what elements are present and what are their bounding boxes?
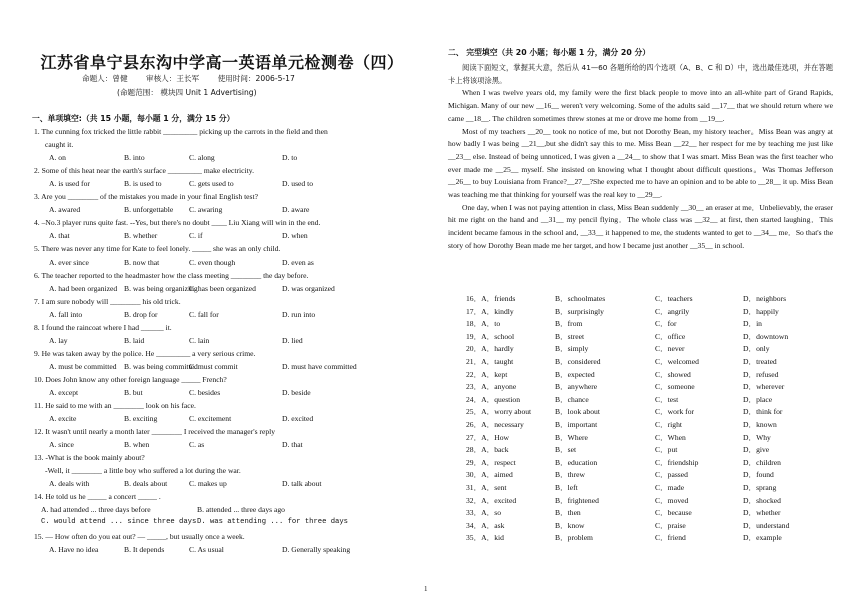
option: C. must commit	[189, 361, 238, 371]
option: C. would attend ... since three days	[41, 518, 197, 527]
option: 18．A．to	[466, 319, 501, 329]
option: C．never	[655, 344, 685, 354]
option: 17．A．kindly	[466, 306, 514, 316]
option-row	[32, 334, 412, 347]
option: C．welcomed	[655, 356, 699, 366]
option: C．angrily	[655, 306, 690, 316]
option: D．think for	[743, 407, 783, 417]
option: C. along	[189, 153, 215, 163]
cloze-option-row	[448, 507, 838, 520]
question-stem: 15. — How often do you eat out? — _____, but usually once a week.	[34, 531, 245, 541]
option: 29．A．respect	[466, 457, 516, 467]
option: D．refused	[743, 369, 779, 379]
passage-paragraph-2: Most of my teachers __20__ took no notice of me, but not Dorothy Bean, my history teacher。Miss Bean was angry at how badly I was being __21__,but she didn't say this to me. Miss Bean __22__ her respect for me by teaching me just like __23__ else. Instead of being unnoticed, I was given a __24__ to show that I was smart. Miss Bean was the first teacher who ever made me __25__ myself. She insisted on knowing what I thought about difficult questions。Was Thomas Jefferson __26__ to buy Louisiana from France?__27__?She expected me to have an opinion and to be able to __28__ it up. Miss Bean was teaching me that thinking for yourself was the real key to __29__.	[448, 126, 833, 200]
option: 31．A．sent	[466, 482, 507, 492]
option: 22．A．kept	[466, 369, 508, 379]
section1	[32, 112, 412, 556]
date: 使用时间：2006-5-17	[217, 74, 295, 83]
option-row	[32, 360, 412, 373]
option: A. on	[49, 153, 66, 163]
option: D. that	[282, 440, 303, 450]
question-stem: 13. -What is the book mainly about?	[34, 453, 145, 463]
option-row	[32, 282, 412, 295]
option: 33．A．so	[466, 508, 502, 518]
option: C．work for	[655, 407, 695, 417]
option: 35．A．kid	[466, 533, 504, 543]
option: D．example	[743, 533, 782, 543]
option: 24．A．question	[466, 394, 520, 404]
question-stem: 10. Does John know any other foreign language _____ French?	[34, 374, 227, 384]
option: B．from	[555, 319, 583, 329]
question-stem-continued: -Well, it ________ a little boy who suffered a lot during the war.	[45, 466, 241, 476]
option: B. was being organizing	[124, 283, 198, 293]
option: B. unforgettable	[124, 205, 174, 215]
option: B．surprisingly	[555, 306, 604, 316]
cloze-option-row	[448, 444, 838, 457]
option-row	[32, 203, 412, 216]
option: B．know	[555, 520, 585, 530]
option: C．put	[655, 445, 678, 455]
option: B．chance	[555, 394, 589, 404]
cloze-option-row	[448, 343, 838, 356]
cloze-option-row	[448, 356, 838, 369]
option: D．wherever	[743, 382, 785, 392]
option: C. gets used to	[189, 179, 234, 189]
option: A. ever since	[49, 257, 89, 267]
option: D. to	[282, 153, 298, 163]
question-stem-continued: caught it.	[45, 140, 74, 150]
option: C．someone	[655, 382, 695, 392]
option: D. aware	[282, 205, 310, 215]
option: B．frightened	[555, 495, 599, 505]
option: B．important	[555, 419, 598, 429]
option: C．office	[655, 331, 686, 341]
question-stem: 3. Are you ________ of the mistakes you made in your final English test?	[34, 192, 258, 202]
option-row	[32, 412, 412, 425]
option: D．happily	[743, 306, 779, 316]
option: 19．A．school	[466, 331, 515, 341]
option: C. As usual	[189, 544, 224, 554]
option: A. lay	[49, 335, 68, 345]
option: B．street	[555, 331, 585, 341]
option: B. was being committed	[124, 361, 198, 371]
option: C. fall for	[189, 309, 219, 319]
option: B. deals about	[124, 479, 168, 489]
option: B．considered	[555, 356, 601, 366]
option: C．made	[655, 482, 685, 492]
option: D. was attending ... for three days	[197, 518, 348, 527]
option: A. had attended ... three days before	[41, 505, 151, 515]
cloze-option-row	[448, 457, 838, 470]
option: A. fall into	[49, 309, 83, 319]
option-row	[32, 516, 412, 529]
option: B. attended ... three days ago	[197, 505, 285, 515]
option: B．set	[555, 445, 577, 455]
option: B．problem	[555, 533, 593, 543]
option: B．simply	[555, 344, 589, 354]
question-stem: 1. The cunning fox tricked the little rabbit _________ picking up the carrots in the field and then	[34, 127, 328, 137]
option: D．shocked	[743, 495, 781, 505]
option: D．downtown	[743, 331, 789, 341]
cloze-option-row	[448, 495, 838, 508]
option: B. whether	[124, 231, 158, 241]
option: A. is used for	[49, 179, 90, 189]
option: D. even as	[282, 257, 314, 267]
option: 26．A．necessary	[466, 419, 524, 429]
option: A. that	[49, 231, 70, 241]
option: 27．A．How	[466, 432, 510, 442]
option: C. even though	[189, 257, 236, 267]
page-title: 江苏省阜宁县东沟中学高一英语单元检测卷（四）	[40, 53, 404, 72]
option: B．education	[555, 457, 598, 467]
option: D. talk about	[282, 479, 322, 489]
option: C．showed	[655, 369, 691, 379]
option: C. as	[189, 440, 205, 450]
option: B．threw	[555, 470, 585, 480]
option: B. exciting	[124, 414, 158, 424]
cloze-option-row	[448, 432, 838, 445]
cloze-options	[448, 293, 838, 545]
option: C. makes up	[189, 479, 227, 489]
cloze-option-row	[448, 306, 838, 319]
option: B. into	[124, 153, 145, 163]
question-stem: 9. He was taken away by the police. He _________ a very serious crime.	[34, 348, 256, 358]
option: C．test	[655, 394, 679, 404]
option: A. awared	[49, 205, 81, 215]
cloze-option-row	[448, 293, 838, 306]
question-stem: 11. He said to me with an ________ look on his face.	[34, 401, 196, 411]
option-row	[32, 386, 412, 399]
option: C．right	[655, 419, 683, 429]
option-row	[32, 308, 412, 321]
option: C．teachers	[655, 294, 693, 303]
option: D．neighbors	[743, 294, 787, 303]
option: A. had been organized	[49, 283, 118, 293]
option: C．because	[655, 508, 692, 518]
option: B. It depends	[124, 544, 165, 554]
option: D. run into	[282, 309, 316, 319]
option: 34．A．ask	[466, 520, 505, 530]
cloze-option-row	[448, 419, 838, 432]
option: 20．A．hardly	[466, 344, 514, 354]
question-stem: 12. It wasn't until nearly a month later ________ I received the manager's reply	[34, 427, 276, 437]
option-row	[32, 503, 412, 516]
question-stem: 2. Some of this heat near the earth's surface _________ make electricity.	[34, 166, 254, 176]
cloze-option-row	[448, 369, 838, 382]
section2-heading: 二、 完型填空（共 20 小题；每小题 1 分，满分 20 分）	[448, 48, 651, 57]
question-stem: 7. I am sure nobody will ________ his old trick.	[34, 296, 181, 306]
option: C. besides	[189, 387, 221, 397]
question-stem: 8. I found the raincoat where I had ______ it.	[34, 322, 172, 332]
cloze-option-row	[448, 520, 838, 533]
option: C. awaring	[189, 205, 223, 215]
option: D．found	[743, 470, 774, 480]
option: 23．A．anyone	[466, 382, 517, 392]
section1-heading: 一、单项填空:（共 15 小题，每小题 1 分，满分 15 分）	[32, 114, 235, 123]
option-row	[32, 177, 412, 190]
option: D．treated	[743, 356, 777, 366]
option: C．praise	[655, 520, 686, 530]
option: B．look about	[555, 407, 600, 417]
option: 21．A．taught	[466, 356, 514, 366]
cloze-option-row	[448, 532, 838, 545]
option: C．friend	[655, 533, 686, 543]
option: A. Have no idea	[49, 544, 99, 554]
exam-scope: (命题范围： 模块四 Unit 1 Advertising)	[117, 88, 257, 97]
option: D. must have committed	[282, 361, 357, 371]
option-row	[32, 229, 412, 242]
option: D．sprang	[743, 482, 777, 492]
passage-paragraph-1: When I was twelve years old, my family were the first black people to move into an all-white part of Grand Rapids, Michigan. Many of our new __16__ weren't very welcoming. Some of the adults said __17__ that we should return where we came __18__. The children sometimes threw stones at me or drove me home from __19__.	[448, 88, 833, 123]
option: C．When	[655, 432, 686, 442]
option: C. lain	[189, 335, 210, 345]
option-row	[32, 151, 412, 164]
cloze-option-row	[448, 469, 838, 482]
question-stem: 5. There was never any time for Kate to feel lonely. _____ she was an only child.	[34, 244, 281, 254]
option: A. since	[49, 440, 74, 450]
cloze-option-row	[448, 381, 838, 394]
option-row	[32, 477, 412, 490]
option: C．passed	[655, 470, 688, 480]
option-row	[32, 256, 412, 269]
option: B．expected	[555, 369, 595, 379]
option: C. excitement	[189, 414, 232, 424]
option: D．place	[743, 394, 773, 404]
exam-meta	[82, 73, 311, 84]
option: B．left	[555, 482, 578, 492]
option: A. deals with	[49, 479, 90, 489]
option: A. except	[49, 387, 79, 397]
question-stem: 4. –No.3 player runs quite fast. --Yes, but there's no doubt ____ Liu Xiang will win in the end.	[34, 218, 321, 228]
option: B. when	[124, 440, 150, 450]
cloze-option-row	[448, 394, 838, 407]
option: B．then	[555, 508, 581, 518]
option: 30．A．aimed	[466, 470, 513, 480]
option: D．in	[743, 319, 762, 329]
option: D. beside	[282, 387, 311, 397]
option: A. must be committed	[49, 361, 117, 371]
option: D．known	[743, 419, 777, 429]
option: B．Where	[555, 432, 588, 442]
option: D. when	[282, 231, 308, 241]
option: B. laid	[124, 335, 145, 345]
option: D．understand	[743, 520, 790, 530]
option: D. was organized	[282, 283, 335, 293]
author: 命题人：曾健	[82, 74, 128, 83]
option: 16．A．friends	[466, 294, 516, 303]
option: C．friendship	[655, 457, 699, 467]
cloze-option-row	[448, 406, 838, 419]
cloze-option-row	[448, 331, 838, 344]
option: D．only	[743, 344, 770, 354]
page-number: 1	[424, 585, 428, 593]
question-stem: 6. The teacher reported to the headmaster how the class meeting ________ the day before.	[34, 270, 309, 280]
option: C. has been organized	[189, 283, 256, 293]
cloze-option-row	[448, 318, 838, 331]
option: B. now that	[124, 257, 160, 267]
option: A. excite	[49, 414, 77, 424]
option: B．schoolmates	[555, 294, 606, 303]
option: 32．A．excited	[466, 495, 517, 505]
option: B. is used to	[124, 179, 162, 189]
option: D．whether	[743, 508, 781, 518]
option: 25．A．worry about	[466, 407, 532, 417]
option: C. if	[189, 231, 203, 241]
option: B．anywhere	[555, 382, 598, 392]
option: D．Why	[743, 432, 771, 442]
option: 28．A．back	[466, 445, 509, 455]
option: D. used to	[282, 179, 314, 189]
reviewer: 审核人：王长军	[145, 74, 200, 83]
option: B. drop for	[124, 309, 158, 319]
option: D. Generally speaking	[282, 544, 351, 554]
option: B. but	[124, 387, 143, 397]
option: D. lied	[282, 335, 303, 345]
cloze-option-row	[448, 482, 838, 495]
question-stem: 14. He told us he _____ a concert _____ .	[34, 492, 161, 502]
option: D．give	[743, 445, 770, 455]
passage	[448, 62, 833, 253]
option-row	[32, 438, 412, 451]
option-row	[32, 543, 412, 556]
option: D. excited	[282, 414, 314, 424]
option: C．moved	[655, 495, 689, 505]
passage-paragraph-3: One day, when I was not paying attention in class, Miss Bean suddenly __30__ an eraser at me．Unbelievably, the eraser hit me right on the hand and __31__ my pencil flying．The whole class was __32__ at first, then started laughing．This incident became famous in the school and, __33__ it happened to me, the students wanted to get to __34__ me．So that's the story of how Dorothy Bean made me her target, and how I became just another __35__ in school.	[448, 202, 833, 250]
instructions: 阅读下面短文，掌握其大意，然后从 41—60 各题所给的四个选项（A、B、C 和 D）中，选出最佳选项，并在答题卡上将该项涂黑。	[448, 63, 833, 85]
option: C．for	[655, 319, 677, 329]
option: D．children	[743, 457, 781, 467]
